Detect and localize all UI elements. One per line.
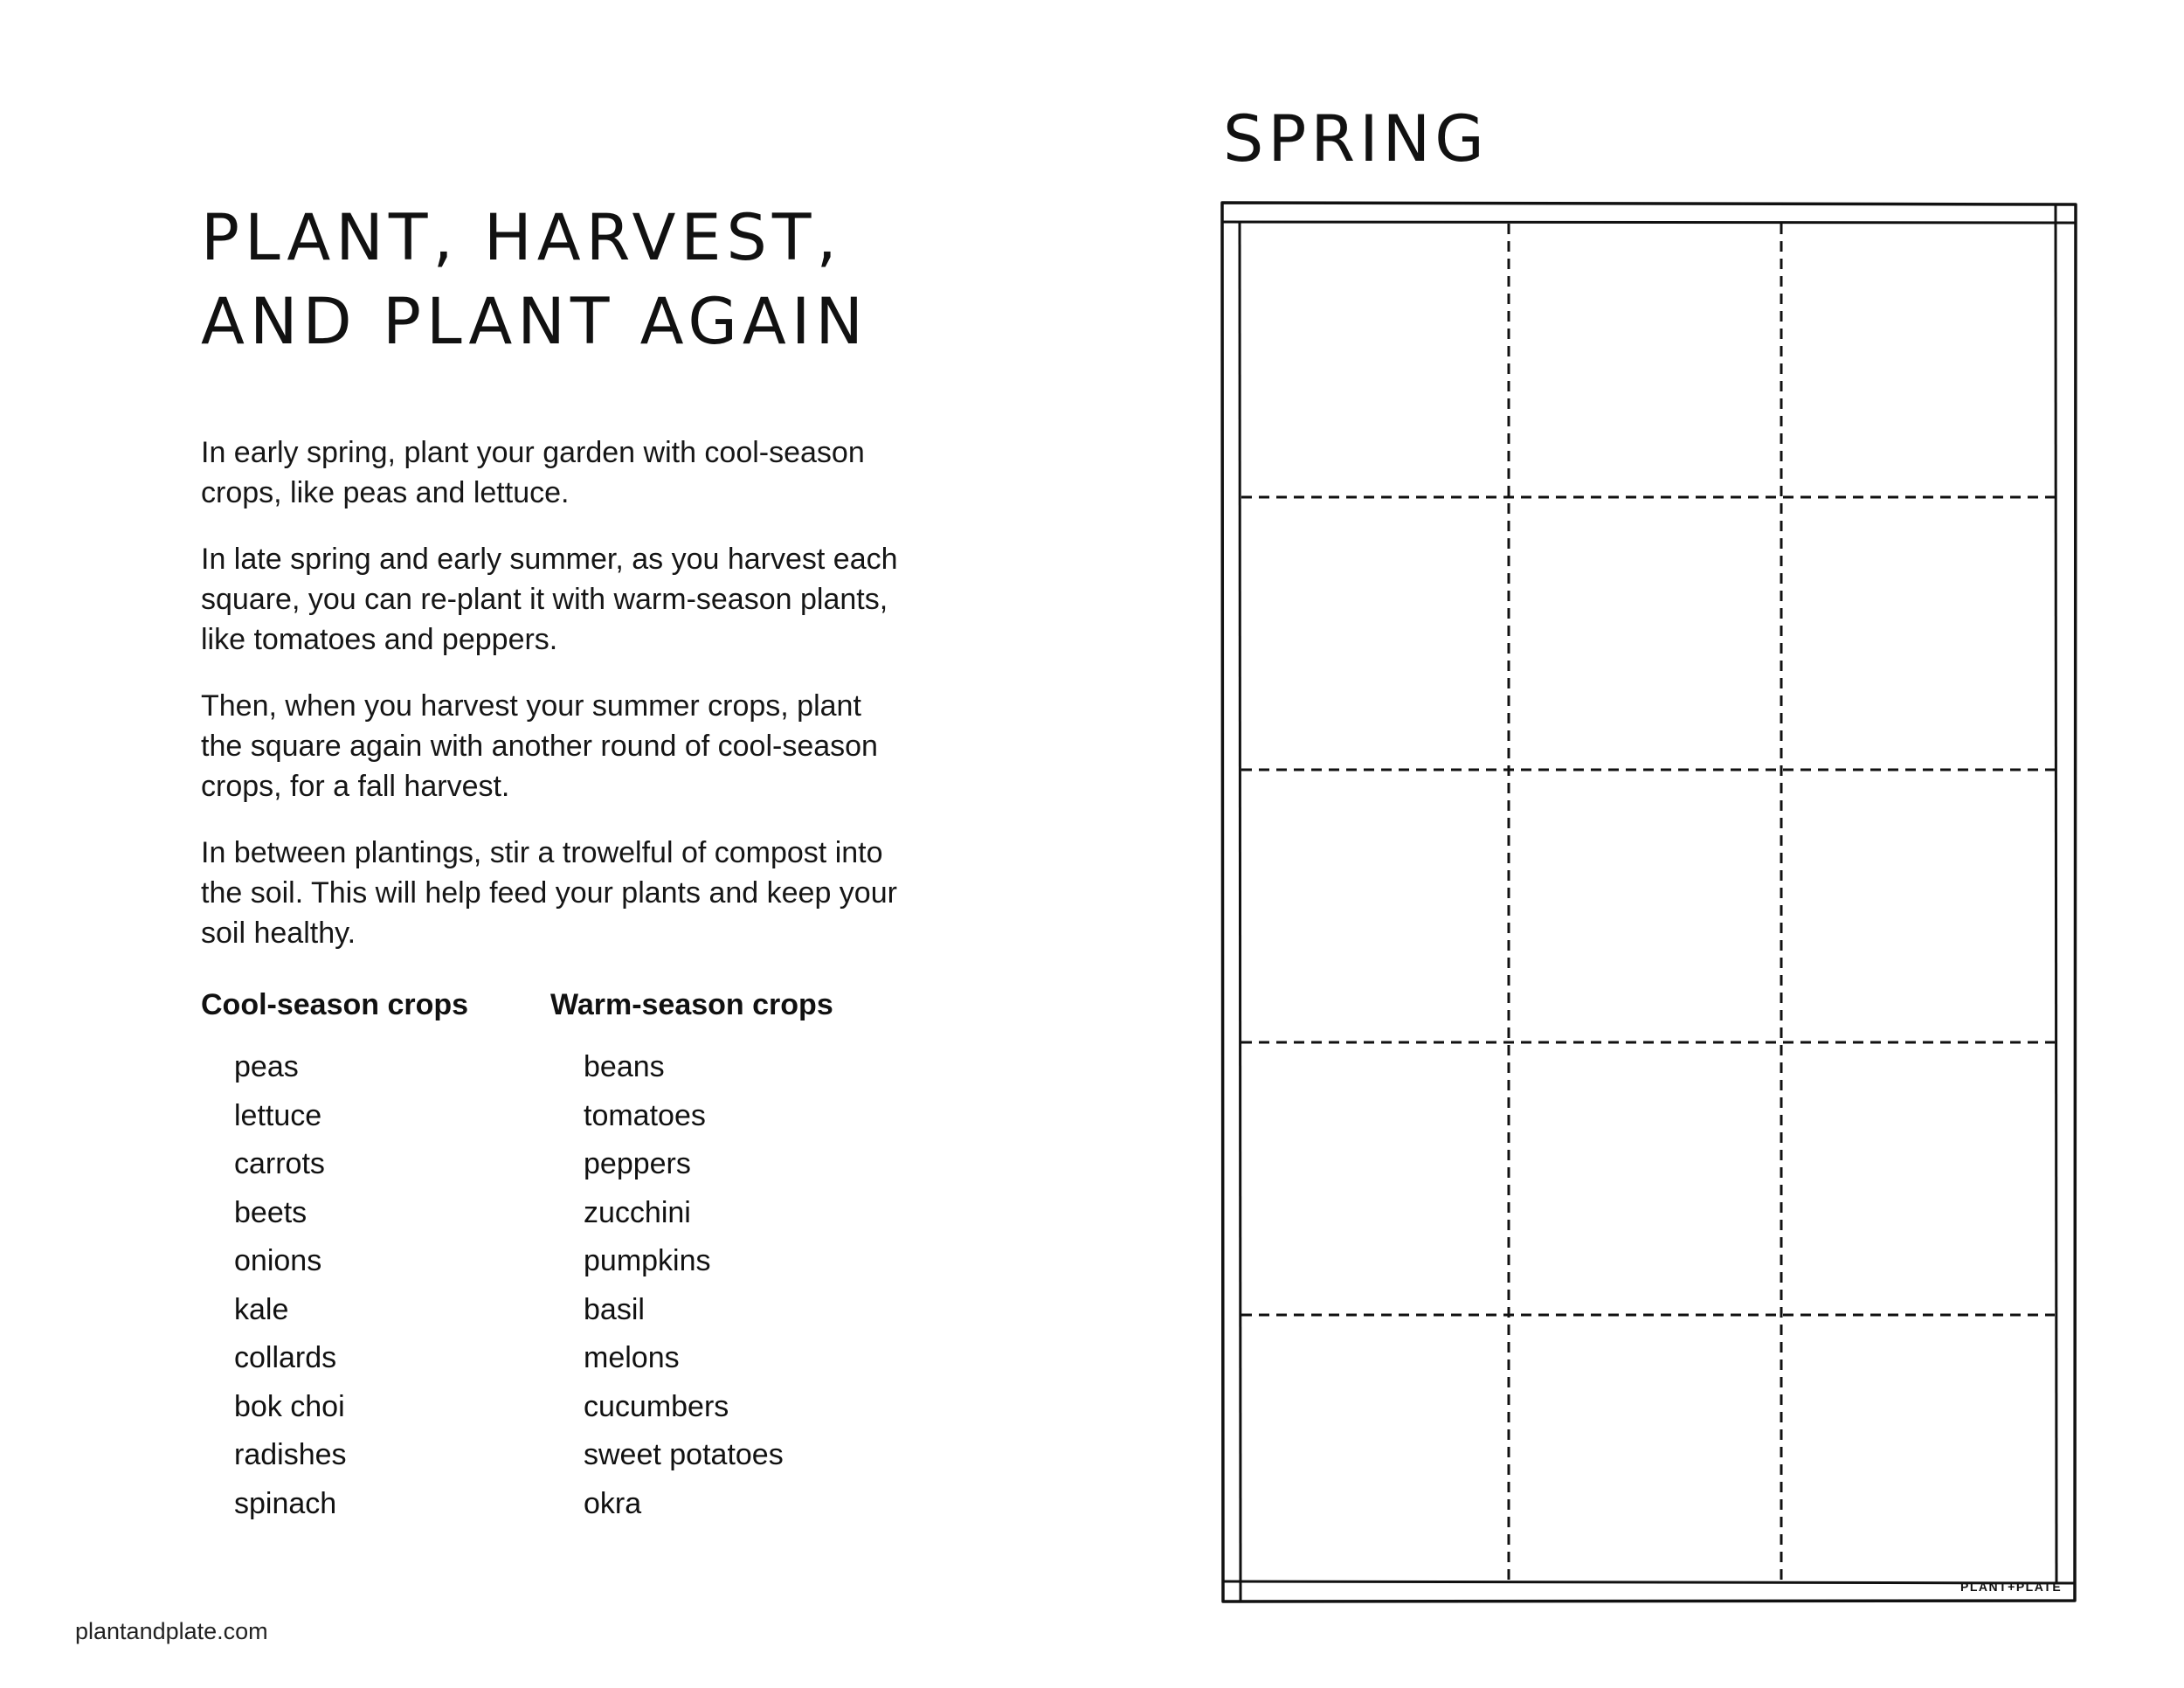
list-item: sweet potatoes: [584, 1438, 784, 1471]
paragraph-compost: In between plantings, stir a trowelful of compost into the soil. This will help feed your plants and keep your soil healthy.: [201, 836, 897, 950]
bed-top-board: [1222, 222, 2076, 223]
bed-bottom-board: [1223, 1581, 2075, 1583]
list-item: cucumbers: [584, 1389, 729, 1423]
footer-url: plantandplate.com: [75, 1618, 268, 1644]
list-item: peppers: [584, 1147, 691, 1180]
cool-season-heading: Cool-season crops: [201, 988, 469, 1021]
list-item: okra: [584, 1486, 642, 1520]
list-item: radishes: [234, 1438, 347, 1471]
list-item: carrots: [234, 1147, 325, 1180]
list-item: collards: [234, 1341, 337, 1374]
list-item: melons: [584, 1341, 680, 1374]
warm-season-list: [584, 1043, 833, 1528]
list-item: peas: [234, 1050, 299, 1083]
cool-season-list: [234, 1043, 468, 1528]
list-item: tomatoes: [584, 1098, 706, 1132]
grid-dashed-lines: [1241, 224, 2055, 1581]
list-item: onions: [234, 1244, 322, 1277]
bed-outer-border: [1222, 203, 2076, 1602]
paragraph-early-spring: In early spring, plant your garden with cool-season crops, like peas and lettuce.: [201, 436, 865, 509]
bed-left-board: [1240, 222, 1241, 1602]
list-item: spinach: [234, 1486, 337, 1520]
list-item: beans: [584, 1050, 665, 1083]
list-item: kale: [234, 1292, 289, 1326]
list-item: zucchini: [584, 1195, 691, 1229]
page-title-line-1: PLANT, HARVEST,: [201, 201, 842, 275]
paragraph-summer-harvest: Then, when you harvest your summer crops, plant the square again with another round of cool-season crops, for a fall harvest.: [201, 689, 878, 803]
paragraph-late-spring: In late spring and early summer, as you harvest each square, you can re-plant it with warm-season plants, like tomatoes and peppers.: [201, 543, 898, 656]
garden-bed-grid: [1219, 199, 2079, 1606]
brand-logo: PLANT+PLATE: [1960, 1580, 2063, 1594]
garden-bed-drawing: [1219, 199, 2079, 1606]
warm-season-heading: Warm-season crops: [550, 988, 833, 1021]
list-item: lettuce: [234, 1098, 322, 1132]
intro-text: [201, 432, 970, 953]
list-item: bok choi: [234, 1389, 345, 1423]
page-title: [201, 197, 970, 364]
page-title-line-2: AND PLANT AGAIN: [201, 285, 868, 359]
list-item: beets: [234, 1195, 308, 1229]
left-page-content: [201, 197, 970, 979]
season-title: SPRING: [1223, 102, 1489, 176]
list-item: pumpkins: [584, 1244, 711, 1277]
cool-season-column: [201, 986, 468, 1528]
list-item: basil: [584, 1292, 645, 1326]
warm-season-column: [550, 986, 833, 1528]
